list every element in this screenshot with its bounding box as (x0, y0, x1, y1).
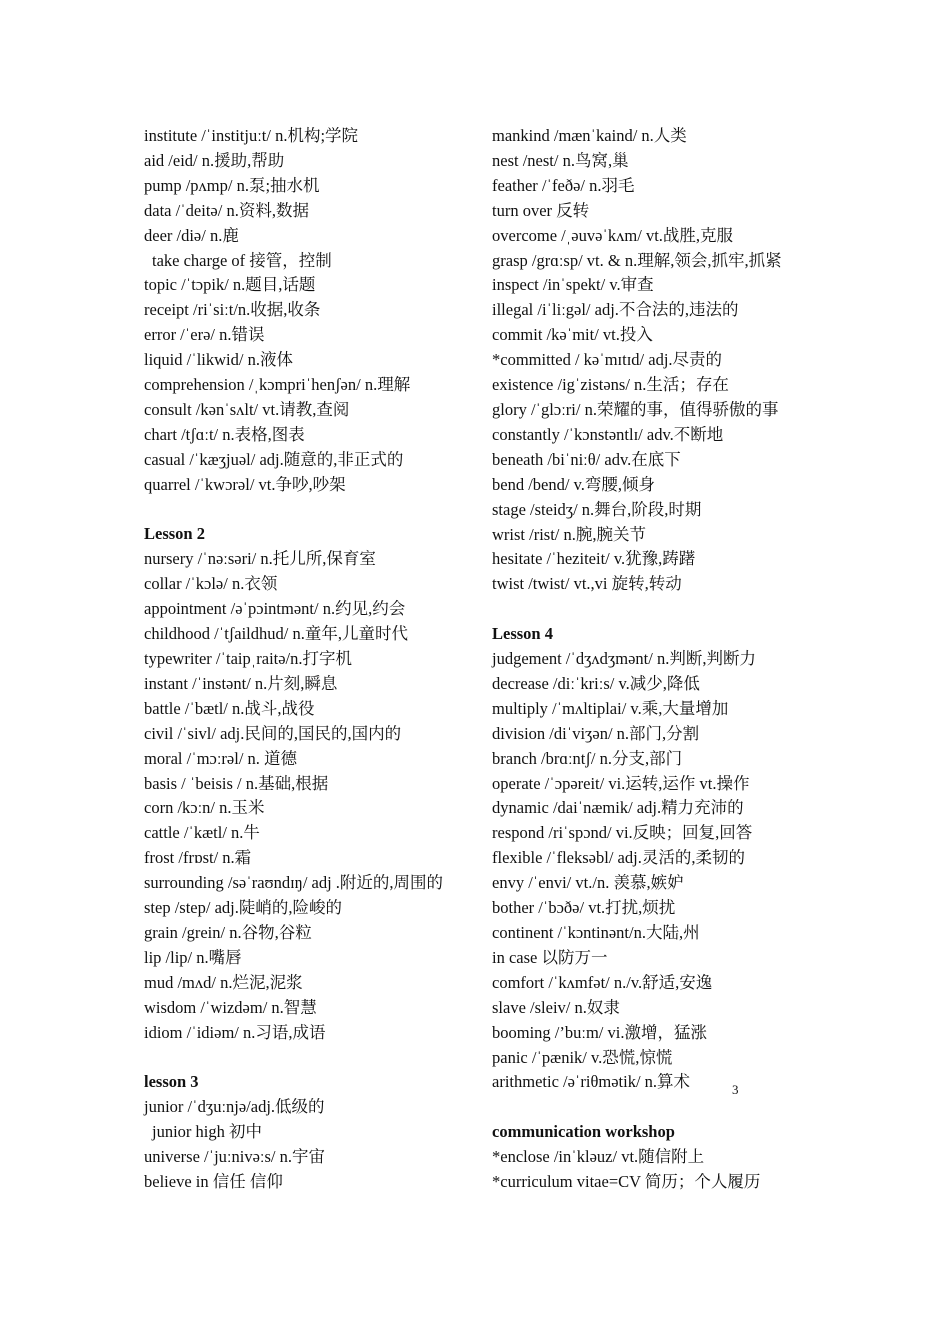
blank-line (144, 498, 462, 523)
vocab-entry: division /diˈviʒən/ n.部门,分割 (492, 723, 700, 743)
vocab-entry: step /step/ adj.陡峭的,险峻的 (144, 898, 342, 918)
vocab-entry: moral /ˈmɔːrəl/ n. 道德 (144, 748, 298, 768)
section-heading: Lesson 2 (144, 524, 205, 544)
vocab-entry: childhood /ˈtʃaildhud/ n.童年,儿童时代 (144, 624, 408, 644)
vocab-entry: take charge of 接管，控制 (152, 250, 332, 270)
vocab-entry: universe /ˈjuːnivəːs/ n.宇宙 (144, 1147, 326, 1167)
vocab-entry: commit /kəˈmit/ vt.投入 (492, 325, 653, 345)
vocab-entry: cattle /ˈkætl/ n.牛 (144, 823, 260, 843)
vocab-entry: multiply /ˈmʌltiplai/ v.乘,大量增加 (492, 698, 729, 718)
vocab-entry: grasp /grɑːsp/ vt. & n.理解,领会,抓牢,抓紧 (492, 250, 782, 270)
vocab-entry: comfort /ˈkʌmfət/ n./v.舒适,安逸 (492, 972, 713, 992)
vocab-entry: bother /ˈbɔðə/ vt.打扰,烦扰 (492, 898, 676, 918)
vocab-entry: chart /tʃɑːt/ n.表格,图表 (144, 424, 305, 444)
vocab-entry: inspect /inˈspekt/ v.审查 (492, 275, 654, 295)
vocab-entry: civil /ˈsivl/ adj.民间的,国民的,国内的 (144, 723, 402, 743)
vocab-entry: quarrel /ˈkwɔrəl/ vt.争吵,吵架 (144, 474, 346, 494)
vocab-entry: operate /ˈɔpəreit/ vi.运转,运作 vt.操作 (492, 773, 750, 793)
vocab-entry: basis / ˈbeisis / n.基础,根据 (144, 773, 329, 793)
vocab-entry: illegal /iˈliːgəl/ adj.不合法的,违法的 (492, 300, 739, 320)
vocab-entry: battle /ˈbætl/ n.战斗,战役 (144, 698, 315, 718)
vocab-entry: mud /mʌd/ n.烂泥,泥浆 (144, 972, 303, 992)
vocab-entry: mankind /mænˈkaind/ n.人类 (492, 126, 687, 145)
vocab-entry: glory /ˈglɔːri/ n.荣耀的事，值得骄傲的事 (492, 399, 779, 419)
vocab-entry: overcome /ˌəuvəˈkʌm/ vt.战胜,克服 (492, 225, 734, 245)
blank-line (492, 1095, 810, 1120)
vocab-entry: junior /ˈdʒuːnjə/adj.低级的 (144, 1097, 325, 1117)
page-number: 3 (732, 1082, 739, 1097)
vocab-entry: corn /kɔːn/ n.玉米 (144, 798, 265, 818)
vocab-entry: *curriculum vitae=CV 简历；个人履历 (492, 1172, 761, 1192)
vocab-entry: nest /nest/ n.鸟窝,巢 (492, 150, 629, 170)
vocab-entry: consult /kənˈsʌlt/ vt.请教,查阅 (144, 399, 350, 419)
vocab-entry: junior high 初中 (152, 1122, 262, 1142)
vocab-entry: wisdom /ˈwizdəm/ n.智慧 (144, 997, 317, 1017)
vocab-entry: constantly /ˈkɔnstəntlɪ/ adv.不断地 (492, 424, 724, 444)
vocab-entry: judgement /ˈdʒʌdʒmənt/ n.判断,判断力 (492, 649, 756, 669)
vocab-entry: in case 以防万一 (492, 947, 608, 967)
vocab-entry: casual /ˈkæʒjuəl/ adj.随意的,非正式的 (144, 449, 404, 469)
vocab-entry: error /ˈerə/ n.错误 (144, 325, 265, 345)
vocab-entry: liquid /ˈlikwid/ n.液体 (144, 350, 293, 370)
vocab-entry: *enclose /inˈkləuz/ vt.随信附上 (492, 1147, 705, 1167)
vocab-entry: collar /ˈkɔlə/ n.衣领 (144, 574, 278, 594)
vocab-entry: hesitate /ˈheziteit/ v.犹豫,踌躇 (492, 549, 696, 569)
vocab-entry: grain /grein/ n.谷物,谷粒 (144, 922, 312, 942)
vocab-entry: continent /ˈkɔntinənt/n.大陆,州 (492, 922, 700, 942)
vocab-entry: appointment /əˈpɔintmənt/ n.约见,约会 (144, 599, 406, 619)
vocab-entry: existence /igˈzistəns/ n.生活；存在 (492, 375, 729, 395)
blank-line (144, 1046, 462, 1071)
vocab-entry: turn over 反转 (492, 200, 590, 220)
vocab-entry: booming /’buːm/ vi.激增，猛涨 (492, 1022, 707, 1042)
vocab-entry: institute /ˈinstitjuːt/ n.机构;学院 (144, 126, 359, 145)
vocab-entry: aid /eid/ n.援助,帮助 (144, 150, 285, 170)
vocab-entry: *committed / kəˈmɪtɪd/ adj.尽责的 (492, 350, 723, 370)
vocab-entry: feather /ˈfeðə/ n.羽毛 (492, 175, 635, 195)
vocab-entry: stage /steidʒ/ n.舞台,阶段,时期 (492, 499, 702, 519)
vocab-entry: flexible /ˈfleksəbl/ adj.灵活的,柔韧的 (492, 848, 745, 868)
vocab-entry: beneath /biˈniːθ/ adv.在底下 (492, 449, 681, 469)
blank-line (492, 597, 810, 622)
vocab-entry: comprehension /ˌkɔmpriˈhenʃən/ n.理解 (144, 375, 411, 395)
vocab-entry: nursery /ˈnəːsəri/ n.托儿所,保育室 (144, 549, 376, 569)
vocab-entry: dynamic /daiˈnæmik/ adj.精力充沛的 (492, 798, 744, 818)
vocab-entry: panic /ˈpænik/ v.恐慌,惊慌 (492, 1047, 673, 1067)
vocab-entry: bend /bend/ v.弯腰,倾身 (492, 474, 655, 494)
vocab-entry: twist /twist/ vt.,vi 旋转,转动 (492, 574, 682, 594)
vocab-entry: slave /sleiv/ n.奴隶 (492, 997, 620, 1017)
right-column (492, 124, 810, 1195)
vocab-entry: arithmetic /əˈriθmətik/ n.算术 (492, 1072, 691, 1092)
left-column (144, 124, 462, 1195)
vocab-entry: respond /riˈspɔnd/ vi.反映；回复,回答 (492, 823, 753, 843)
vocab-entry: topic /ˈtɔpik/ n.题目,话题 (144, 275, 316, 295)
vocab-entry: decrease /diːˈkriːs/ v.减少,降低 (492, 673, 700, 693)
vocab-entry: believe in 信任 信仰 (144, 1172, 283, 1192)
vocab-entry: data /ˈdeitə/ n.资料,数据 (144, 200, 309, 220)
vocab-entry: instant /ˈinstənt/ n.片刻,瞬息 (144, 673, 338, 693)
vocab-entry: lip /lip/ n.嘴唇 (144, 947, 242, 967)
vocab-entry: pump /pʌmp/ n.泵;抽水机 (144, 175, 320, 195)
section-heading: Lesson 4 (492, 624, 553, 644)
vocab-entry: branch /brɑːntʃ/ n.分支,部门 (492, 748, 683, 768)
vocab-entry: wrist /rist/ n.腕,腕关节 (492, 524, 647, 544)
vocab-entry: surrounding /səˈraʊndɪŋ/ adj .附近的,周围的 (144, 873, 444, 893)
vocab-entry: frost /frɒst/ n.霜 (144, 848, 252, 868)
vocab-entry: typewriter /ˈtaipˌraitə/n.打字机 (144, 649, 353, 669)
section-heading: lesson 3 (144, 1072, 199, 1092)
vocab-entry: deer /diə/ n.鹿 (144, 225, 239, 245)
section-heading: communication workshop (492, 1122, 675, 1142)
vocab-entry: receipt /riˈsiːt/n.收据,收条 (144, 300, 321, 320)
vocab-entry: idiom /ˈidiəm/ n.习语,成语 (144, 1022, 326, 1042)
vocab-entry: envy /ˈenvi/ vt./n. 羡慕,嫉妒 (492, 873, 684, 893)
